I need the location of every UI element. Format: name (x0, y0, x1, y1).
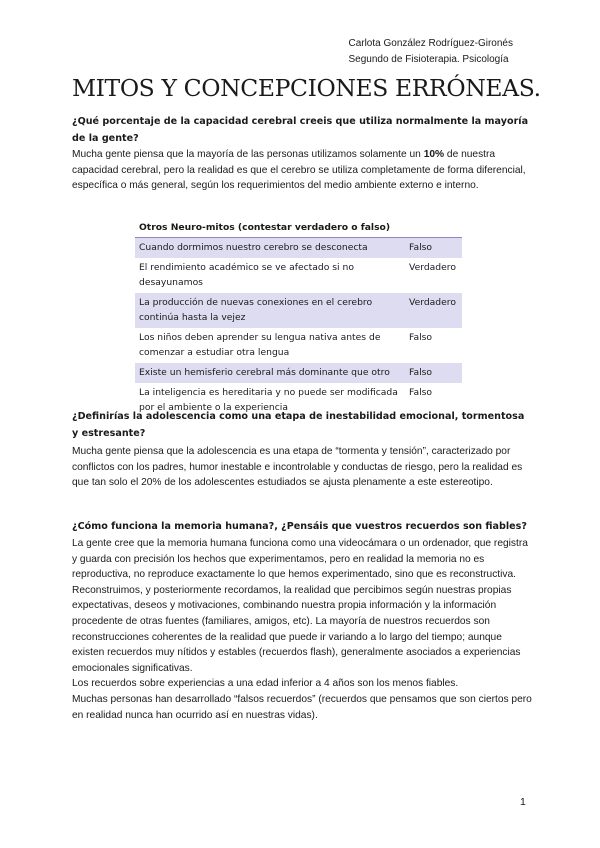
answer-paragraph: Muchas personas han desarrollado “falsos recuerdos” (recuerdos que pensamos que son ciertos pero en realidad nunca han ocurrido así en nuestras vidas). (72, 693, 532, 721)
course-name: Segundo de Fisioterapia. Psicología (348, 54, 509, 65)
answer-brain-capacity (72, 147, 532, 194)
table-row (135, 328, 462, 363)
myth-statement: La inteligencia es hereditaria y no puede ser modificada por el ambiente o la experiencia (139, 387, 398, 413)
page-header (348, 36, 513, 68)
myth-answer: Verdadero (409, 262, 456, 273)
question-brain-capacity: ¿Qué porcentaje de la capacidad cerebral creeis que utiliza normalmente la mayoría de la gente? (72, 116, 529, 144)
myth-statement: La producción de nuevas conexiones en el cerebro continúa hasta la vejez (135, 293, 405, 328)
myth-statement: El rendimiento académico se ve afectado si no desayunamos (139, 262, 354, 288)
neuromyths-table (135, 219, 462, 418)
answer-paragraph: La gente cree que la memoria humana funciona como una videocámara o un ordenador, que registra y guarda con precisión los hechos que experimentamos, pero en realidad la memoria no es reproductiva, no reproduce exactamente lo que hemos experimentado, sino que es reconstructiva. Reconstruimos, y posteriormente recordamos, la realidad que percibimos según nuestras propias expectativas, deseos y motivaciones, combinando nuestra propia información y la información procedente de otras fuentes (familiares, amigos, etc). La mayoría de nuestros recuerdos son reconstrucciones coherentes de la realidad que puede ir variando a lo largo del tiempo; aunque existen recuerdos muy nítidos y estables (recuerdos flash), generalmente asociados a experiencias emocionales significativas. (72, 538, 528, 674)
document-title: MITOS Y CONCEPCIONES ERRÓNEAS. (72, 74, 541, 102)
answer-text: Mucha gente piensa que la adolescencia es una etapa de “tormenta y tensión”, caracterizado por conflictos con los padres, humor inestable e incontrolable y conductas de riesgo, pero la realidad es que tan solo el 20% de los adolescentes estudiados se ajusta plenamente a este estereotipo. (72, 446, 523, 489)
question-adolescence: ¿Definirías la adolescencia como una etapa de inestabilidad emocional, tormentosa y estresante? (72, 411, 525, 439)
table-row (135, 258, 462, 293)
table-row (135, 293, 462, 328)
myth-statement: Existe un hemisferio cerebral más dominante que otro (135, 363, 405, 383)
answer-text: Mucha gente piensa que la mayoría de las personas utilizamos solamente un (72, 149, 424, 160)
myth-answer: Verdadero (405, 293, 462, 328)
question-memory: ¿Cómo funciona la memoria humana?, ¿Pensáis que vuestros recuerdos son fiables? (72, 521, 527, 532)
answer-text: de nuestra capacidad cerebral, pero la realidad es que el cerebro se utiliza completamente de forma diferencial, específica o más general, según los requerimientos del medio ambiente externo e interno. (72, 149, 526, 192)
answer-paragraph: Los recuerdos sobre experiencias a una edad inferior a 4 años son los menos fiables. (72, 678, 459, 690)
answer-adolescence (72, 444, 532, 491)
myth-statement: Cuando dormimos nuestro cerebro se desconecta (135, 238, 405, 259)
table-header: Otros Neuro-mitos (contestar verdadero o falso) (135, 219, 462, 238)
table-row (135, 363, 462, 383)
myth-answer: Falso (405, 238, 462, 259)
page-number: 1 (520, 796, 526, 808)
myth-statement: Los niños deben aprender su lengua nativa antes de comenzar a estudiar otra lengua (139, 332, 381, 358)
table-header-row (135, 219, 462, 238)
answer-memory (72, 536, 532, 723)
myth-answer: Falso (409, 387, 433, 398)
author-name: Carlota González Rodríguez-Gironés (348, 38, 513, 49)
myth-answer: Falso (409, 332, 433, 343)
answer-highlight: 10% (423, 149, 445, 160)
table-row (135, 238, 462, 259)
myth-answer: Falso (405, 363, 462, 383)
